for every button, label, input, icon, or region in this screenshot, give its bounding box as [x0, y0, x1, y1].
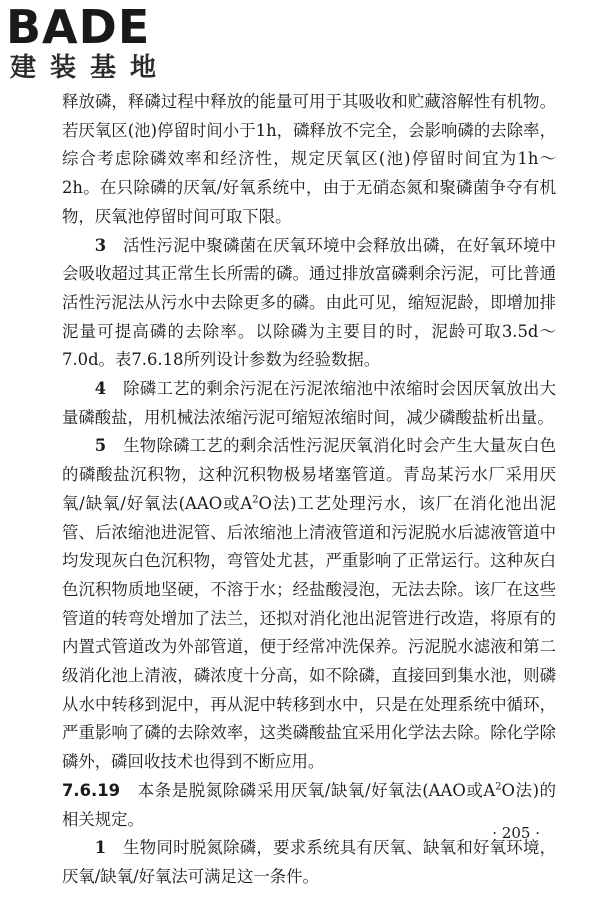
paragraph-text: 活性污泥中聚磷菌在厌氧环境中会释放出磷，在好氧环境中会吸收超过其正常生长所需的磷。通过排放富磷剩余污泥，可比普通活性污泥法从污水中去除更多的磷。由此可见，缩短泥龄，即增加排泥量可提高磷的去除率。以除磷为主要目的时，泥龄可取3.5d～7.0d。表7.6.18所列设计参数为经验数据。 — [62, 235, 557, 370]
superscript: 2 — [495, 781, 502, 793]
paragraph-text: O法)工艺处理污水，该厂在消化池出泥管、后浓缩池进泥管、后浓缩池上清液管道和污泥脱水后滤液管道中均发现灰白色沉积物，弯管处尤甚，严重影响了正常运行。这种灰白色沉积物质地坚硬，不溶于水；经盐酸浸泡，无法去除。该厂在这些管道的转弯处增加了法兰，还拟对消化池出泥管进行改造，将原有的内置式管道改为外部管道，便于经常冲洗保养。污泥脱水滤液和第二级消化池上清液，磷浓度十分高，如不除磷，直接回到集水池，则磷从水中转移到泥中，再从泥中转移到水中，只是在处理系统中循环，严重影响了磷的去除效率，这类磷酸盐宜采用化学法去除。除化学除磷外，磷回收技术也得到不断应用。 — [62, 493, 556, 772]
paragraph-text: 生物除磷工艺的剩余活性污泥厌氧消化时会产生大量灰白色的磷酸盐沉积物，这种沉积物极易堵塞管道。青岛某污水厂采用厌氧/缺氧/好氧法(AAO或A — [62, 436, 557, 513]
paragraph-item-3 — [62, 232, 556, 376]
paragraph-item-4 — [62, 375, 556, 432]
document-body — [62, 88, 556, 892]
item-number: 5 — [94, 436, 107, 456]
superscript: 2 — [252, 494, 259, 506]
item-number: 3 — [94, 235, 107, 255]
section-number: 7.6.19 — [62, 780, 121, 800]
paragraph-text: 本条是脱氮除磷采用厌氧/缺氧/好氧法(AAO或A — [137, 780, 496, 800]
paragraph-text: 除磷工艺的剩余污泥在污泥浓缩池中浓缩时会因厌氧放出大量磷酸盐，用机械法浓缩污泥可缩短浓缩时间，减少磷酸盐析出量。 — [62, 379, 557, 427]
paragraph-continuation: 释放磷，释磷过程中释放的能量可用于其吸收和贮藏溶解性有机物。若厌氧区(池)停留时间小于1h，磷释放不完全，会影响磷的去除率，综合考虑除磷效率和经济性，规定厌氧区(池)停留时间宜为1h～2h。在只除磷的厌氧/好氧系统中，由于无硝态氮和聚磷菌争夺有机物，厌氧池停留时间可取下限。 — [62, 92, 556, 226]
paragraph-item-5 — [62, 432, 556, 776]
page-number: · 205 · — [492, 824, 540, 842]
logo-subtitle: 建装基地 — [10, 53, 171, 83]
bade-logo — [6, 2, 186, 90]
paragraph-item-1 — [62, 834, 556, 891]
item-number: 4 — [94, 379, 107, 399]
paragraph-text: O法)的相关规定。 — [62, 780, 556, 829]
item-number: 1 — [94, 838, 107, 858]
section-7-6-19 — [62, 777, 556, 834]
paragraph-text: 生物同时脱氮除磷，要求系统具有厌氧、缺氧和好氧环境，厌氧/缺氧/好氧法可满足这一条件。 — [62, 838, 557, 886]
logo-wordmark: BADE — [6, 0, 151, 54]
